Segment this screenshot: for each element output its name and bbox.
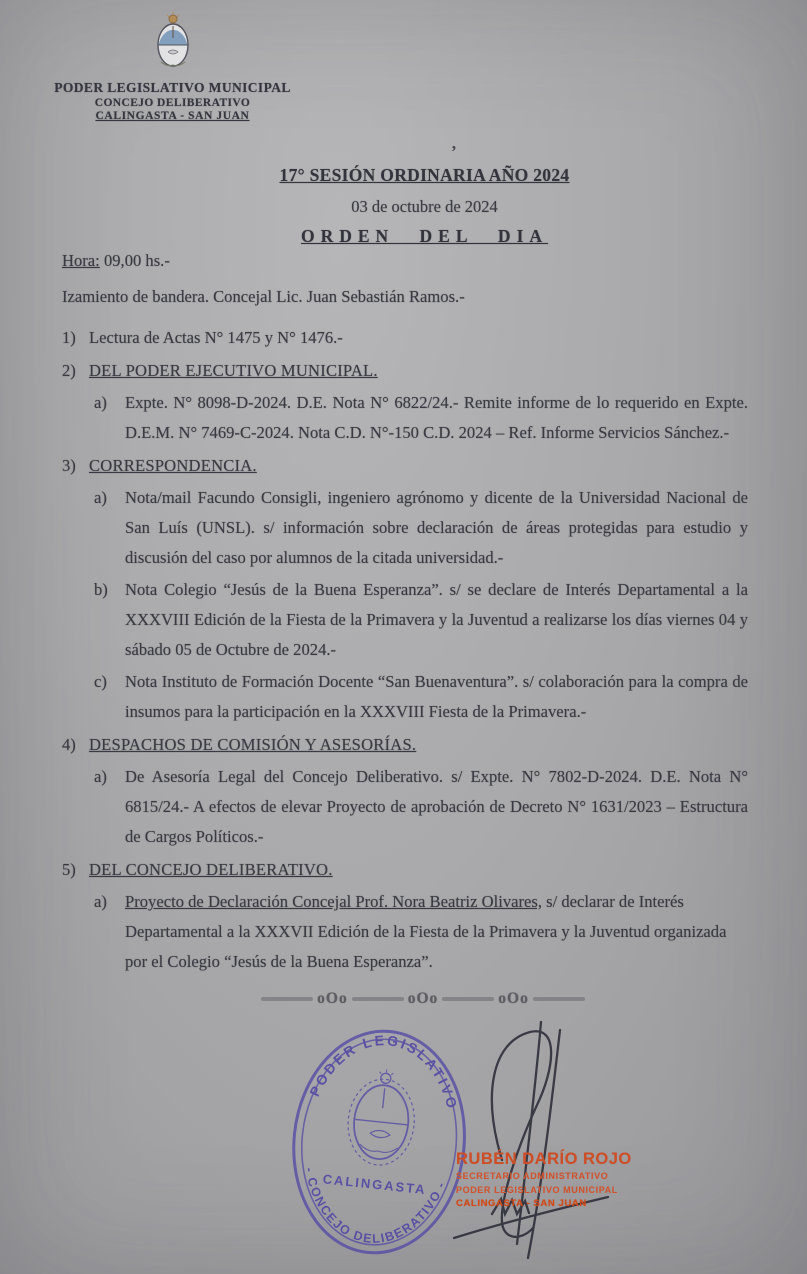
title-block xyxy=(21,165,807,247)
subitem-rest: s/ declarar de Interés Departamental a la XXXVII Edición de la Fiesta de la Primavera y la Juventud organizada por el Colegio “Jesús de la Buena Esperanza”. xyxy=(125,892,727,971)
document-body xyxy=(62,246,748,1014)
signer-name: RUBÉN DARÍO ROJO xyxy=(456,1150,632,1168)
subitem-text: Nota/mail Facundo Consigli, ingeniero agrónomo y dicente de la Universidad Nacional de San Luís (UNSL). s/ información sobre declaración de áreas protegidas para estudio y discusión del caso por alumnos de la citada universidad.- xyxy=(125,488,748,567)
subitem-text: Expte. N° 8098-D-2024. D.E. Nota N° 6822/24.- Remite informe de lo requerido en Expte. D.E.M. N° 7469-C-2024. Nota C.D. N°-150 C.D. 2024 – Ref. Informe Servicios Sánchez.- xyxy=(125,393,748,442)
signer-block xyxy=(456,1151,646,1210)
agenda-subitem-3a xyxy=(62,483,748,573)
stamp-coat-of-arms-icon xyxy=(344,1066,420,1168)
separator-dash xyxy=(533,997,585,1001)
subitem-letter: a) xyxy=(94,892,107,911)
agenda-item-1 xyxy=(62,323,748,353)
subitem-letter: c) xyxy=(94,672,107,691)
letterhead-location: CALINGASTA - SAN JUAN xyxy=(95,110,250,122)
flag-raising-line: Izamiento de bandera. Concejal Lic. Juan Sebastián Ramos.- xyxy=(62,287,465,306)
argentina-coat-of-arms-icon xyxy=(152,12,194,76)
agenda-item-3 xyxy=(62,451,748,481)
time-label: Hora: xyxy=(62,251,100,270)
subitem-text: De Asesoría Legal del Concejo Deliberativo. s/ Expte. N° 7802-D-2024. D.E. Nota N° 6815/24.- A efectos de elevar Proyecto de aprobación de Decreto N° 1631/2023 – Estructura de Cargos Políticos.- xyxy=(125,767,748,846)
letterhead-council-name: CONCEJO DELIBERATIVO xyxy=(94,97,251,109)
time-value: 09,00 hs.- xyxy=(99,251,170,270)
stray-mark: ’ xyxy=(451,142,457,161)
separator-dash xyxy=(352,997,404,1001)
subitem-underlined-lead: Proyecto de Declaración Concejal Prof. Nora Beatriz Olivares, xyxy=(125,892,542,911)
signer-org: PODER LEGISLATIVO MUNICIPAL xyxy=(456,1185,618,1195)
item-text: Lectura de Actas N° 1475 y N° 1476.- xyxy=(89,328,343,347)
subitem-letter: a) xyxy=(94,488,107,507)
agenda-subitem-3b xyxy=(62,575,748,665)
separator-marker: oOo xyxy=(407,990,439,1007)
item-number: 5) xyxy=(62,860,76,879)
item-number: 4) xyxy=(62,735,76,754)
section-heading: CORRESPONDENCIA. xyxy=(89,456,257,475)
section-heading: DESPACHOS DE COMISIÓN Y ASESORÍAS. xyxy=(89,735,417,754)
item-number: 3) xyxy=(62,456,76,475)
handwritten-signature xyxy=(440,1008,675,1270)
section-heading: DEL PODER EJECUTIVO MUNICIPAL. xyxy=(89,361,378,380)
letterhead xyxy=(40,12,305,122)
subitem-letter: a) xyxy=(94,767,107,786)
separator-dash xyxy=(442,997,494,1001)
signer-role: SECRETARIO ADMINISTRATIVO xyxy=(456,1171,609,1181)
item-number: 1) xyxy=(62,328,76,347)
session-title: 17° SESIÓN ORDINARIA AÑO 2024 xyxy=(279,165,570,185)
stamp-center-text: CALINGASTA xyxy=(322,1171,428,1198)
item-number: 2) xyxy=(62,361,76,380)
agenda-subitem-5a xyxy=(62,887,748,977)
agenda-heading: ORDEN DEL DIA xyxy=(300,226,549,246)
letterhead-org-name: PODER LEGISLATIVO MUNICIPAL xyxy=(54,80,291,95)
subitem-letter: a) xyxy=(94,393,107,412)
subitem-text: Nota Colegio “Jesús de la Buena Esperanza”. s/ se declare de Interés Departamental a la XXXVIII Edición de la Fiesta de la Primavera y la Juventud a realizarse los días viernes 04 y sábado 05 de Octubre de 2024.- xyxy=(125,580,748,659)
stamp-ring-bottom-text: - CONCEJO DELIBERATIVO - xyxy=(302,1166,449,1246)
agenda-item-2 xyxy=(62,356,748,386)
separator-marker: oOo xyxy=(498,990,529,1007)
separator-dash xyxy=(261,997,313,1001)
section-heading: DEL CONCEJO DELIBERATIVO. xyxy=(89,860,333,879)
agenda-item-5 xyxy=(62,855,748,885)
agenda-subitem-3c xyxy=(62,667,748,727)
subitem-text: Nota Instituto de Formación Docente “San Buenaventura”. s/ colaboración para la compra de insumos para la participación en la XXXVIII Fiesta de la Primavera.- xyxy=(125,672,748,721)
subitem-text xyxy=(125,887,748,977)
session-date: 03 de octubre de 2024 xyxy=(351,197,498,216)
subitem-letter: b) xyxy=(94,580,108,599)
signer-place: CALINGASTA - SAN JUAN xyxy=(456,1198,587,1209)
agenda-item-4 xyxy=(62,730,748,760)
separator-marker: oOo xyxy=(317,990,348,1007)
agenda-subitem-2a xyxy=(62,388,748,448)
session-time xyxy=(62,246,748,276)
stamp-ring-top-text: PODER LEGISLATIVO xyxy=(306,1032,461,1113)
agenda-subitem-4a xyxy=(62,762,748,852)
